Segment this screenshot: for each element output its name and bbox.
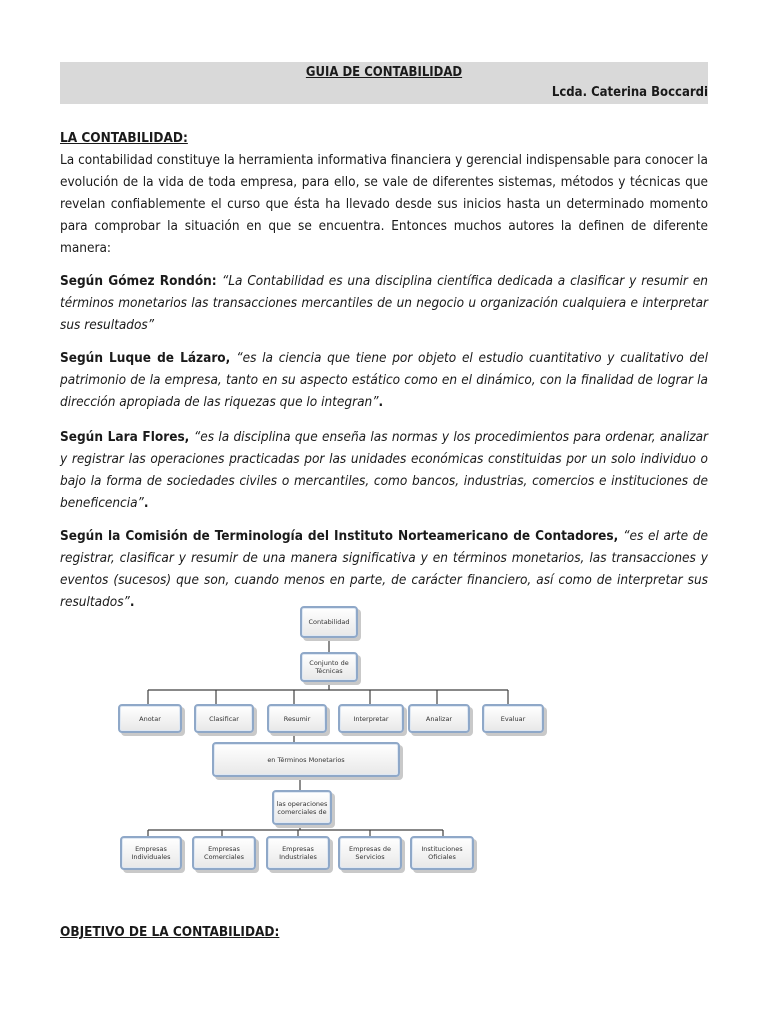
- header-band: [60, 62, 708, 104]
- node-empresas-industriales: Empresas Industriales: [266, 836, 330, 870]
- node-interpretar: Interpretar: [338, 704, 404, 733]
- section-contabilidad: [60, 127, 708, 259]
- definition-author: Según Gómez Rondón:: [60, 273, 222, 289]
- definition-end: .: [129, 594, 135, 610]
- definition-paragraph-1: [60, 270, 708, 336]
- section-objetivo: [60, 921, 708, 943]
- definition-end: .: [378, 394, 384, 410]
- node-empresas-comerciales: Empresas Comerciales: [192, 836, 256, 870]
- node-contabilidad: Contabilidad: [300, 606, 358, 638]
- definition-quote: “es la ciencia que tiene por objeto el estudio cuantitativo y cualitativo del patrimonio de la empresa, tanto en su aspecto estático como en el dinámico, con la finalidad de lograr la dirección apropiada de las riquezas que lo integran”: [60, 350, 708, 410]
- definition-end: .: [143, 495, 149, 511]
- node-instituciones-oficiales: Instituciones Oficiales: [410, 836, 474, 870]
- section-heading: OBJETIVO DE LA CONTABILIDAD:: [60, 924, 280, 940]
- document-author: Lcda. Caterina Boccardi: [551, 85, 708, 100]
- node-conjunto-de-tecnicas: Conjunto de Técnicas: [300, 652, 358, 682]
- accounting-diagram: [110, 600, 550, 880]
- node-operaciones-comerciales: las operaciones comerciales de: [272, 790, 332, 825]
- definition-author: Según Luque de Lázaro,: [60, 350, 237, 366]
- definition-author: Según la Comisión de Terminología del Instituto Norteamericano de Contadores,: [60, 528, 624, 544]
- definition-author: Según Lara Flores,: [60, 429, 194, 445]
- node-resumir: Resumir: [267, 704, 327, 733]
- node-analizar: Analizar: [408, 704, 470, 733]
- node-empresas-individuales: Empresas Individuales: [120, 836, 182, 870]
- node-clasificar: Clasificar: [194, 704, 254, 733]
- node-evaluar: Evaluar: [482, 704, 544, 733]
- definition-quote: “La Contabilidad es una disciplina científica dedicada a clasificar y resumir en términos monetarios las transacciones mercantiles de un negocio u organización cualquiera e interpretar sus resultados”: [60, 273, 708, 333]
- definition-paragraph-3: [60, 426, 708, 514]
- document-title: GUIA DE CONTABILIDAD: [305, 65, 463, 80]
- node-en-terminos-monetarios: en Términos Monetarios: [212, 742, 400, 777]
- node-empresas-de-servicios: Empresas de Servicios: [338, 836, 402, 870]
- definition-quote: “es la disciplina que enseña las normas y los procedimientos para ordenar, analizar y registrar las operaciones practicadas por las unidades económicas constituidas por un solo individuo o bajo la forma de sociedades civiles o mercantiles, como bancos, industrias, comercios e instituciones de beneficencia”: [60, 429, 709, 511]
- section-heading: LA CONTABILIDAD:: [60, 130, 188, 146]
- node-anotar: Anotar: [118, 704, 182, 733]
- definition-paragraph-2: [60, 347, 708, 413]
- definition-quote: “es el arte de registrar, clasificar y resumir de una manera significativa y en términos monetarios, las transacciones y eventos (sucesos) que son, cuando menos en parte, de carácter financiero, así como de interpretar sus resultados”: [60, 528, 708, 610]
- intro-paragraph: La contabilidad constituye la herramienta informativa financiera y gerencial indispensable para conocer la evolución de la vida de toda empresa, para ello, se vale de diferentes sistemas, métodos y técnicas que revelan confiablemente el curso que ésta ha llevado desde sus inicios hasta un determinado momento para comprobar la situación en que se encuentra. Entonces muchos autores la definen de diferente manera:: [60, 152, 708, 256]
